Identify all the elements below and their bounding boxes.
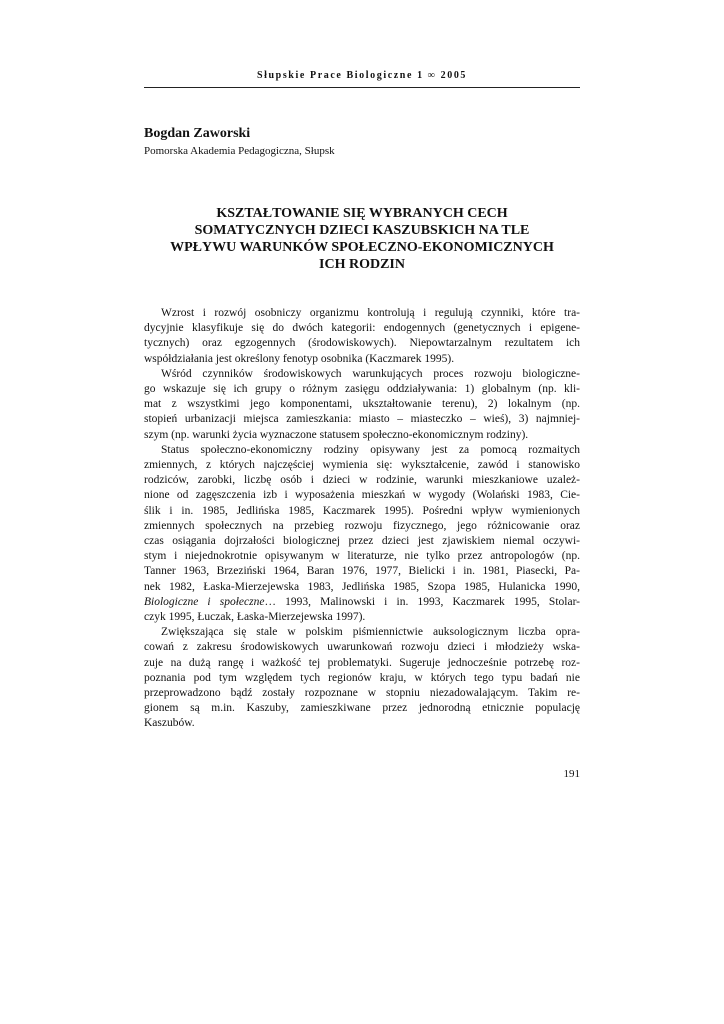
- text-line: stopień urbanizacji miejsca zamieszkania: miasto – miasteczko – wieś), 3) najmniej-: [144, 413, 580, 426]
- title-line: SOMATYCZNYCH DZIECI KASZUBSKICH NA TLE: [194, 223, 530, 238]
- header-rule: [144, 87, 580, 88]
- text-line: czas osiągania dojrzałości biologicznej przez dzieci jest zjawiskiem niemal oczywi-: [144, 535, 580, 548]
- text-line: Kaszubów.: [144, 717, 195, 730]
- article-title: [144, 205, 580, 273]
- author-name: Bogdan Zaworski: [144, 126, 251, 141]
- text-line: nek 1982, Łaska-Mierzejewska 1983, Jedlińska 1985, Szopa 1985, Hulanicka 1990,: [144, 580, 580, 593]
- text-line: go wskazuje się ich grupy o różnym zasięgu oddziaływania: 1) globalnym (np. kli-: [144, 383, 580, 396]
- text-line: gionem są m.in. Kaszuby, zamieszkiwane przez jednorodną etnicznie populację: [144, 702, 580, 715]
- text-line: Wzrost i rozwój osobniczy organizmu kontrolują i regulują czynniki, które tra-: [161, 307, 580, 319]
- running-header: Słupskie Prace Biologiczne 1 ∞ 2005: [256, 70, 468, 81]
- text-line: mat z wszystkimi jego komponentami, ukształtowanie terenu), 2) lokalnym (np.: [144, 398, 580, 411]
- page-number: 191: [563, 768, 580, 780]
- text-line: zmiennych społecznych na przebieg rozwoju fizycznego, jego różnicowanie oraz: [144, 519, 580, 532]
- article-body: [144, 306, 580, 732]
- text-line: poznania pod tym względem tych regionów kraju, w których tego typu badań nie: [144, 671, 580, 684]
- text-line: tycznych) oraz egzogennych (środowiskowych). Niepowtarzalnym rezultatem ich: [144, 337, 580, 350]
- text-line: [144, 595, 580, 610]
- text-line: czyk 1995, Łuczak, Łaska-Mierzejewska 1997).: [144, 611, 366, 624]
- text-line: Tanner 1963, Brzeziński 1964, Baran 1976, 1977, Bielicki i in. 1981, Piasecki, Pa-: [144, 565, 580, 578]
- title-line: WPŁYWU WARUNKÓW SPOŁECZNO-EKONOMICZNYCH: [170, 240, 554, 255]
- text-line: Wśród czynników środowiskowych warunkujących proces rozwoju biologiczne-: [161, 367, 580, 380]
- text-line: rodziców, zarobki, liczbę osób i dzieci w rodzinie, warunki mieszkaniowe uzależ-: [144, 474, 580, 487]
- text-line: zmiennych, z których najczęściej wymienia się: wykształcenie, zawód i stanowisko: [144, 459, 580, 472]
- text-line: ślik i in. 1985, Jedlińska 1985, Kaczmarek 1995). Pośredni wpływ wymienionych: [144, 504, 580, 517]
- text-line: nione od zagęszczenia izb i wyposażenia mieszkań w wygody (Wolański 1983, Cie-: [144, 489, 580, 502]
- italic-citation: Biologiczne i społeczne: [144, 595, 265, 608]
- title-line: KSZTAŁTOWANIE SIĘ WYBRANYCH CECH: [216, 206, 508, 221]
- text-line: współdziałania jest określony fenotyp osobnika (Kaczmarek 1995).: [144, 352, 455, 365]
- text-line: przeprowadzono bądź zostały rozpoznane w stopniu niezadowalającym. Takim re-: [144, 687, 580, 700]
- text-line: zuje na dużą rangę i ważkość tej problematyki. Sugeruje jednocześnie potrzebę roz-: [144, 656, 580, 669]
- text-line: dycyjnie klasyfikuje się do dwóch kategorii: endogennych (genetycznych i epigene-: [144, 322, 580, 335]
- text-line: cowań z zakresu środowiskowych uwarunkowań rozwoju dzieci i młodzieży wska-: [144, 641, 580, 654]
- text-line: Status społeczno-ekonomiczny rodziny opisywany jest za pomocą rozmaitych: [161, 443, 580, 456]
- citation-continuation: … 1993, Malinowski i in. 1993, Kaczmarek 1995, Stolar-: [264, 595, 580, 608]
- text-line: Zwiększająca się stale w polskim piśmiennictwie auksologicznym liczba opra-: [161, 626, 580, 639]
- text-line: stym i niejednokrotnie opisywanym w literaturze, nie tylko przez antropologów (np.: [144, 550, 580, 563]
- author-affiliation: Pomorska Akademia Pedagogiczna, Słupsk: [144, 145, 335, 157]
- title-line: ICH RODZIN: [319, 257, 405, 272]
- text-line: szym (np. warunki życia wyznaczone statusem społeczno-ekonomicznym rodziny).: [144, 428, 529, 441]
